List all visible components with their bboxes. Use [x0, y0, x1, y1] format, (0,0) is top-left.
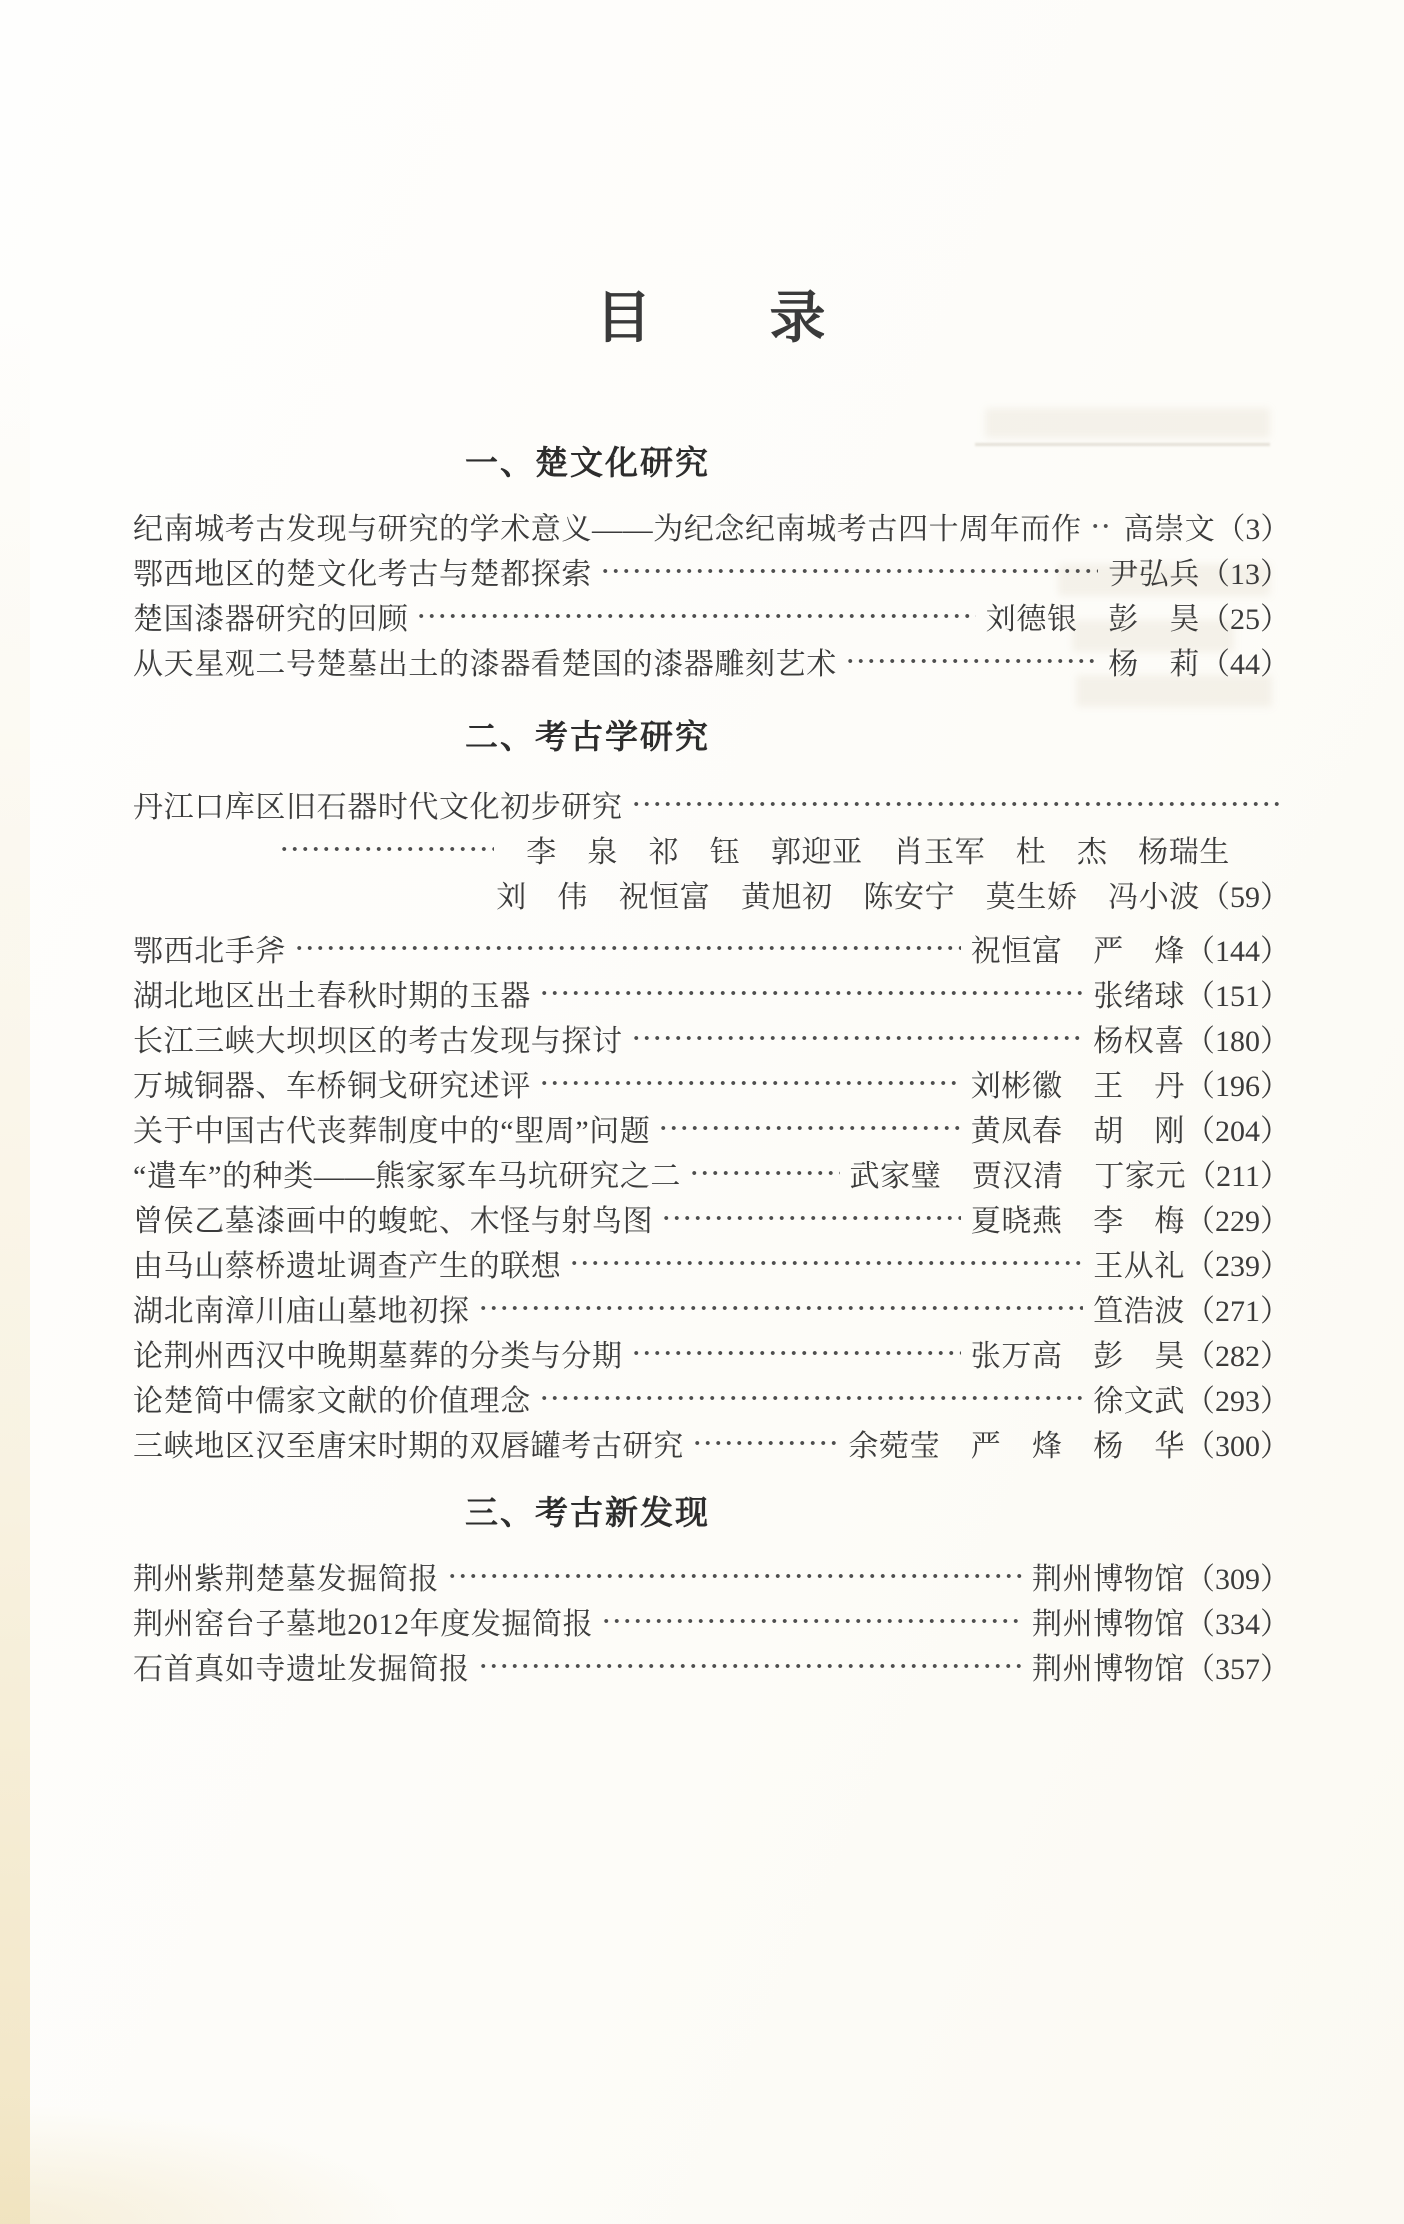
entry-page-number: （309） [1185, 1562, 1290, 1596]
dotted-leader [845, 638, 1098, 683]
entry-authors: 杨 莉 [1108, 647, 1200, 681]
entry-title: 楚国漆器研究的回顾 [133, 602, 409, 636]
entry-title: 湖北南漳川庙山墓地初探 [133, 1294, 470, 1328]
entry-authors: 刘 伟 祝恒富 黄旭初 陈安宁 莫生娇 冯小波 [496, 880, 1200, 914]
toc-entry-row [133, 925, 1290, 970]
entry-title: 荆州紫荆楚墓发掘简报 [133, 1562, 439, 1596]
entry-authors: 徐文武 [1093, 1384, 1185, 1418]
scan-edge-tint-bottom [0, 2104, 420, 2224]
toc-entry-row [133, 1015, 1290, 1060]
toc-entry-row [133, 1285, 1290, 1330]
entry-title: 论楚简中儒家文献的价值理念 [133, 1384, 531, 1418]
entry-authors: 张绪球 [1093, 979, 1185, 1013]
entry-page-number: （334） [1185, 1607, 1290, 1641]
toc-entry-row [133, 593, 1290, 638]
dotted-leader [539, 1375, 1083, 1420]
dotted-leader [601, 1598, 1022, 1643]
entry-title: 荆州窑台子墓地2012年度发掘简报 [133, 1607, 594, 1641]
dotted-leader [279, 826, 494, 871]
entry-title: 三峡地区汉至唐宋时期的双唇罐考古研究 [133, 1429, 684, 1463]
toc-entry-row [133, 1598, 1290, 1643]
section-heading-new-discoveries: 三、考古新发现 [465, 1494, 710, 1531]
toc-entry-row [133, 1375, 1290, 1420]
dotted-leader [631, 1015, 1084, 1060]
entry-title: 论荆州西汉中晚期墓葬的分类与分期 [133, 1339, 623, 1373]
toc-entry-authors-continuation [133, 871, 1290, 916]
section-entries-new-discoveries [133, 1553, 1290, 1688]
entry-authors: 余菀莹 严 烽 杨 华 [848, 1429, 1185, 1463]
entry-title: 万城铜器、车桥铜戈研究述评 [133, 1069, 531, 1103]
entry-title: 由马山蔡桥遗址调查产生的联想 [133, 1249, 562, 1283]
entry-title: 关于中国古代丧葬制度中的“堲周”问题 [133, 1114, 651, 1148]
toc-entry-row [133, 548, 1290, 593]
dotted-leader [416, 593, 975, 638]
entry-page-number: （357） [1185, 1652, 1290, 1686]
entry-title: 长江三峡大坝坝区的考古发现与探讨 [133, 1024, 623, 1058]
entry-title: “遣车”的种类——熊家冢车马坑研究之二 [133, 1159, 682, 1193]
entry-page-number: （271） [1185, 1294, 1290, 1328]
entry-page-number: （144） [1185, 934, 1290, 968]
page-title: 目 录 [595, 288, 828, 350]
entry-title: 鄂西地区的楚文化考古与楚都探索 [133, 557, 592, 591]
entry-authors: 刘德银 彭 昊 [985, 602, 1200, 636]
dotted-leader [539, 970, 1083, 1015]
entry-page-number: （3） [1215, 512, 1291, 546]
entry-authors: 笪浩波 [1093, 1294, 1185, 1328]
entry-page-number: （13） [1200, 557, 1290, 591]
entry-page-number: （151） [1185, 979, 1290, 1013]
entry-page-number: （204） [1185, 1114, 1290, 1148]
toc-entry-row [133, 781, 1290, 826]
entry-authors: 高崇文 [1123, 512, 1216, 546]
entry-page-number: （211） [1186, 1159, 1290, 1193]
entry-authors: 武家璧 贾汉清 丁家元 [849, 1159, 1187, 1193]
entry-authors: 荆州博物馆 [1032, 1652, 1185, 1686]
section-heading-archaeology-research: 二、考古学研究 [465, 718, 710, 755]
entry-title: 鄂西北手斧 [133, 934, 286, 968]
toc-entry-row [133, 1105, 1290, 1150]
toc-entry-row [133, 1195, 1290, 1240]
entry-authors: 黄凤春 胡 刚 [970, 1114, 1185, 1148]
section-heading-chu-culture: 一、楚文化研究 [465, 444, 710, 481]
toc-entry-row [133, 1420, 1290, 1465]
dotted-leader [689, 1150, 839, 1195]
entry-title: 石首真如寺遗址发掘简报 [133, 1652, 470, 1686]
entry-title: 纪南城考古发现与研究的学术意义——为纪念纪南城考古四十周年而作 [133, 512, 1082, 546]
entry-page-number: （282） [1185, 1339, 1290, 1373]
entry-authors: 王从礼 [1093, 1249, 1185, 1283]
dotted-leader [539, 1060, 961, 1105]
dotted-leader [1090, 503, 1114, 548]
entry-page-number: （229） [1185, 1204, 1290, 1238]
dotted-leader [447, 1553, 1022, 1598]
entry-authors: 荆州博物馆 [1032, 1607, 1185, 1641]
entry-title: 从天星观二号楚墓出土的漆器看楚国的漆器雕刻艺术 [133, 647, 837, 681]
entry-authors: 荆州博物馆 [1032, 1562, 1185, 1596]
dotted-leader [294, 925, 961, 970]
toc-entry-row [133, 503, 1290, 548]
dotted-leader [478, 1285, 1084, 1330]
entry-authors: 杨权喜 [1093, 1024, 1185, 1058]
section-entries-archaeology-research [133, 781, 1290, 1465]
entry-title: 湖北地区出土春秋时期的玉器 [133, 979, 531, 1013]
entry-title: 丹江口库区旧石器时代文化初步研究 [133, 790, 623, 824]
toc-page [0, 288, 1404, 1688]
entry-authors: 夏晓燕 李 梅 [970, 1204, 1185, 1238]
dotted-leader [692, 1420, 839, 1465]
dotted-leader [631, 1330, 961, 1375]
toc-entry-row [133, 1240, 1290, 1285]
toc-entry-authors-continuation [133, 826, 1290, 871]
entry-page-number: （196） [1185, 1069, 1290, 1103]
toc-entry-row [133, 1553, 1290, 1598]
entry-page-number: （59） [1200, 880, 1290, 914]
entry-page-number: （239） [1185, 1249, 1290, 1283]
entry-authors: 尹弘兵 [1108, 557, 1200, 591]
dotted-leader [658, 1105, 960, 1150]
entry-page-number: （25） [1200, 602, 1290, 636]
dotted-leader [661, 1195, 961, 1240]
entry-authors: 祝恒富 严 烽 [970, 934, 1185, 968]
section-entries-chu-culture [133, 503, 1290, 683]
dotted-leader [631, 781, 1280, 826]
dotted-leader [600, 548, 1098, 593]
entry-authors: 张万高 彭 昊 [970, 1339, 1185, 1373]
entry-authors: 李 泉 祁 钰 郭迎亚 肖玉军 杜 杰 杨瑞生 [526, 835, 1230, 869]
toc-entry-row [133, 1330, 1290, 1375]
toc-entry-row [133, 970, 1290, 1015]
toc-entry-row [133, 638, 1290, 683]
toc-entry-row [133, 1150, 1290, 1195]
dotted-leader [569, 1240, 1083, 1285]
dotted-leader [478, 1643, 1022, 1688]
entry-page-number: （300） [1185, 1429, 1290, 1463]
toc-entry-row [133, 1060, 1290, 1105]
entry-page-number: （293） [1185, 1384, 1290, 1418]
entry-authors: 刘彬徽 王 丹 [970, 1069, 1185, 1103]
entry-page-number: （44） [1200, 647, 1290, 681]
entry-title: 曾侯乙墓漆画中的蝮蛇、木怪与射鸟图 [133, 1204, 654, 1238]
toc-entry-row [133, 1643, 1290, 1688]
entry-page-number: （180） [1185, 1024, 1290, 1058]
